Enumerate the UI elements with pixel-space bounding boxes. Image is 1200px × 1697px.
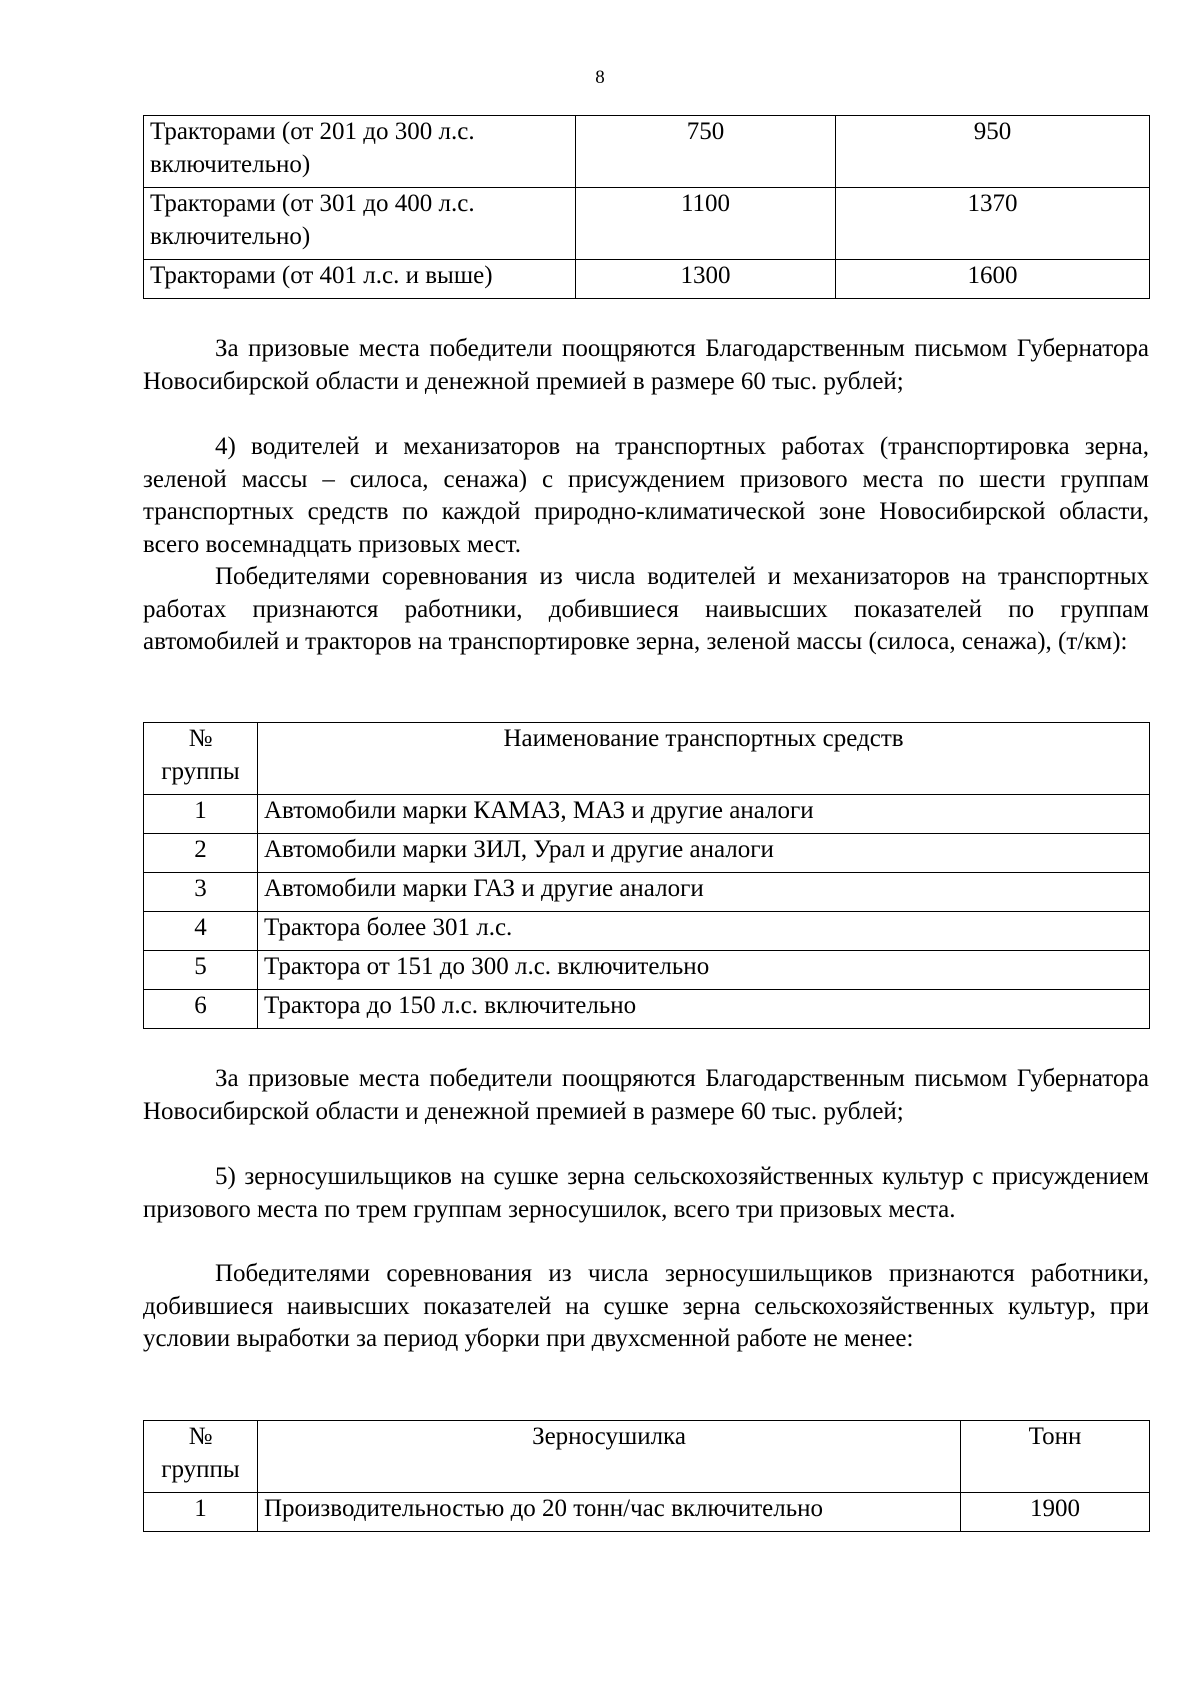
vehicle-name-cell: Тракторами (от 301 до 400 л.с. включительно) bbox=[144, 188, 576, 260]
group-number-cell: 3 bbox=[144, 873, 258, 912]
table-row bbox=[144, 873, 1150, 912]
grain-dryers-table bbox=[143, 1420, 1150, 1532]
vehicle-name-cell: Трактора до 150 л.с. включительно bbox=[258, 990, 1150, 1029]
table-row bbox=[144, 116, 1150, 188]
vehicle-name-cell: Тракторами (от 401 л.с. и выше) bbox=[144, 260, 576, 299]
table-row bbox=[144, 834, 1150, 873]
vehicle-name-cell: Трактора от 151 до 300 л.с. включительно bbox=[258, 951, 1150, 990]
table-row bbox=[144, 188, 1150, 260]
group-number-cell: 5 bbox=[144, 951, 258, 990]
table-row bbox=[144, 260, 1150, 299]
paragraph-prize-2: За призовые места победители поощряются Благодарственным письмом Губернатора Новосибирской области и денежной премией в размере 60 тыс. рублей; bbox=[143, 1065, 1149, 1125]
table-header-row bbox=[144, 1421, 1150, 1493]
paragraph-dryers: 5) зерносушильщиков на сушке зерна сельскохозяйственных культур с присуждением призового места по трем группам зерносушилок, всего три призовых места. bbox=[143, 1163, 1149, 1223]
tractors-table bbox=[143, 115, 1150, 299]
paragraph-drivers-winners: Победителями соревнования из числа водителей и механизаторов на транспортных работах признаются работники, добившиеся наивысших показателей по группам автомобилей и тракторов на транспортировке зерна, зеленой массы (силоса, сенажа), (т/км): bbox=[143, 563, 1149, 655]
tons-cell: 1900 bbox=[961, 1493, 1150, 1532]
vehicle-name-cell: Тракторами (от 201 до 300 л.с. включительно) bbox=[144, 116, 576, 188]
value-cell: 950 bbox=[836, 116, 1150, 188]
group-number-cell: 1 bbox=[144, 1493, 258, 1532]
value-cell: 750 bbox=[576, 116, 836, 188]
paragraph-prize-1: За призовые места победители поощряются Благодарственным письмом Губернатора Новосибирской области и денежной премией в размере 60 тыс. рублей; bbox=[143, 335, 1149, 395]
paragraph-dryers-winners: Победителями соревнования из числа зерносушильщиков признаются работники, добившиеся наивысших показателей на сушке зерна сельскохозяйственных культур, при условии выработки за период уборки при двухсменной работе не менее: bbox=[143, 1260, 1149, 1352]
vehicle-name-cell: Автомобили марки ГАЗ и другие аналоги bbox=[258, 873, 1150, 912]
vehicle-name-header: Наименование транспортных средств bbox=[258, 723, 1150, 795]
table-row bbox=[144, 795, 1150, 834]
group-number-header: № группы bbox=[144, 723, 258, 795]
paragraph-drivers: 4) водителей и механизаторов на транспортных работах (транспортировка зерна, зеленой массы – силоса, сенажа) с присуждением призового места по шести группам транспортных средств по каждой природно-климатической зоне Новосибирской области, всего восемнадцать призовых мест. bbox=[143, 433, 1149, 558]
vehicle-name-cell: Автомобили марки КАМАЗ, МАЗ и другие аналоги bbox=[258, 795, 1150, 834]
value-cell: 1100 bbox=[576, 188, 836, 260]
vehicle-name-cell: Трактора более 301 л.с. bbox=[258, 912, 1150, 951]
tons-header: Тонн bbox=[961, 1421, 1150, 1493]
group-number-header: № группы bbox=[144, 1421, 258, 1493]
value-cell: 1600 bbox=[836, 260, 1150, 299]
group-number-cell: 1 bbox=[144, 795, 258, 834]
table-row bbox=[144, 1493, 1150, 1532]
dryer-name-cell: Производительностью до 20 тонн/час включительно bbox=[258, 1493, 961, 1532]
group-number-cell: 4 bbox=[144, 912, 258, 951]
vehicle-name-cell: Автомобили марки ЗИЛ, Урал и другие аналоги bbox=[258, 834, 1150, 873]
table-row bbox=[144, 990, 1150, 1029]
table-row bbox=[144, 951, 1150, 990]
value-cell: 1370 bbox=[836, 188, 1150, 260]
table-row bbox=[144, 912, 1150, 951]
group-number-cell: 2 bbox=[144, 834, 258, 873]
table-header-row bbox=[144, 723, 1150, 795]
page-number: 8 bbox=[595, 67, 605, 88]
group-number-cell: 6 bbox=[144, 990, 258, 1029]
transport-groups-table bbox=[143, 722, 1150, 1029]
value-cell: 1300 bbox=[576, 260, 836, 299]
dryer-name-header: Зерносушилка bbox=[258, 1421, 961, 1493]
